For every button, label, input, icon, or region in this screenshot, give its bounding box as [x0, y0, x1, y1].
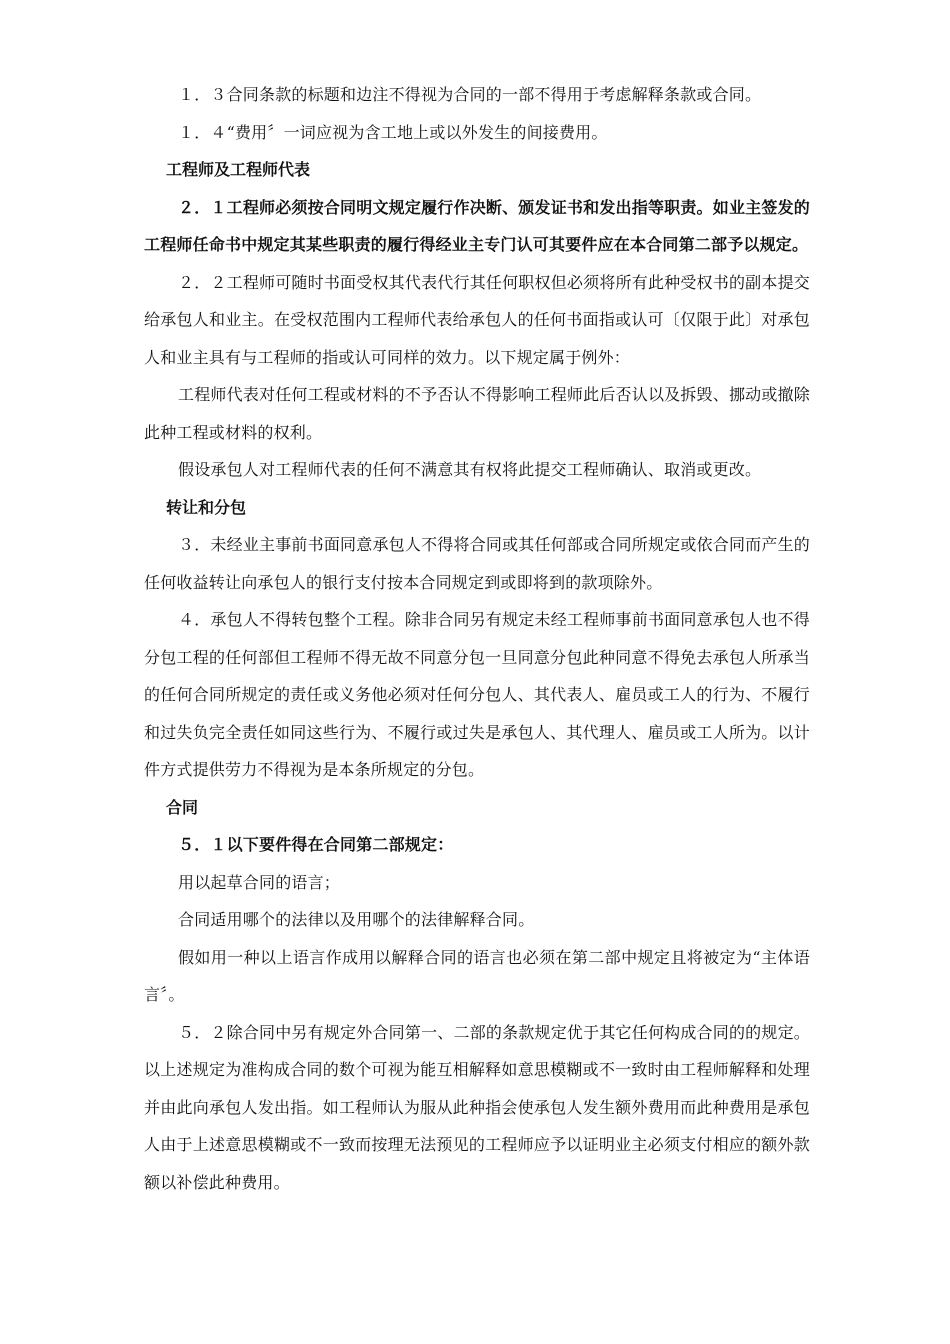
section-heading-contract: 合同 [166, 797, 199, 817]
paragraph-main-language: 假如用一种以上语言作成用以解释合同的语言也必须在第二部中规定且将被定为“主体语言〞。 [144, 947, 810, 1004]
paragraph-clause-5-2: ５．２除合同中另有规定外合同第一、二部的条款规定优于其它任何构成合同的的规定。以上述规定为准构成合同的数个可视为能互相解释如意思模糊或不一致时由工程师解释和处理并由此向承包人发出指。如工程师认为服从此种指会使承包人发生额外费用而此种费用是承包人由于上述意思模糊或不一致而按理无法预见的工程师应予以证明业主必须支付相应的额外款额以补偿此种费用。 [144, 1022, 810, 1192]
paragraph-clause-2-1: ２．１工程师必须按合同明文规定履行作决断、颁发证书和发出指等职责。如业主签发的工程师任命书中规定其某些职责的履行得经业主专门认可其要件应在本合同第二部予以规定。 [144, 197, 810, 254]
paragraph-language-item: 用以起草合同的语言； [178, 872, 341, 892]
paragraph-exception-1: 工程师代表对任何工程或材料的不予否认不得影响工程师此后否认以及拆毁、挪动或撤除此种工程或材料的权利。 [144, 385, 810, 442]
paragraph-exception-2: 假设承包人对工程师代表的任何不满意其有权将此提交工程师确认、取消或更改。 [178, 460, 762, 479]
paragraph-clause-5-1: ５．１以下要件得在合同第二部规定： [178, 835, 454, 854]
section-heading-assignment: 转让和分包 [166, 497, 247, 517]
paragraph-clause-3: ３．未经业主事前书面同意承包人不得将合同或其任何部或合同所规定或依合同而产生的任何收益转让向承包人的银行支付按本合同规定到或即将到的款项除外。 [144, 535, 810, 592]
paragraph-clause-4: ４．承包人不得转包整个工程。除非合同另有规定未经工程师事前书面同意承包人也不得分包工程的任何部但工程师不得无故不同意分包一旦同意分包此种同意不得免去承包人所承当的任何合同所规定的责任或义务他必须对任何分包人、其代表人、雇员或工人的行为、不履行和过失负完全责任如同这些行为、不履行或过失是承包人、其代理人、雇员或工人所为。以计件方式提供劳力不得视为是本条所规定的分包。 [144, 610, 810, 779]
paragraph-law-item: 合同适用哪个的法律以及用哪个的法律解释合同。 [178, 910, 535, 929]
section-heading-engineer: 工程师及工程师代表 [166, 160, 311, 179]
paragraph-clause-1-3: １．３合同条款的标题和边注不得视为合同的一部不得用于考虑解释条款或合同。 [178, 85, 762, 104]
paragraph-clause-1-4: １．４“费用〞一词应视为含工地上或以外发生的间接费用。 [178, 122, 608, 142]
paragraph-clause-2-2: ２．２工程师可随时书面受权其代表代行其任何职权但必须将所有此种受权书的副本提交给承包人和业主。在受权范围内工程师代表给承包人的任何书面指或认可〔仅限于此〕对承包人和业主具有与工程师的指或认可同样的效力。以下规定属于例外： [144, 272, 810, 367]
